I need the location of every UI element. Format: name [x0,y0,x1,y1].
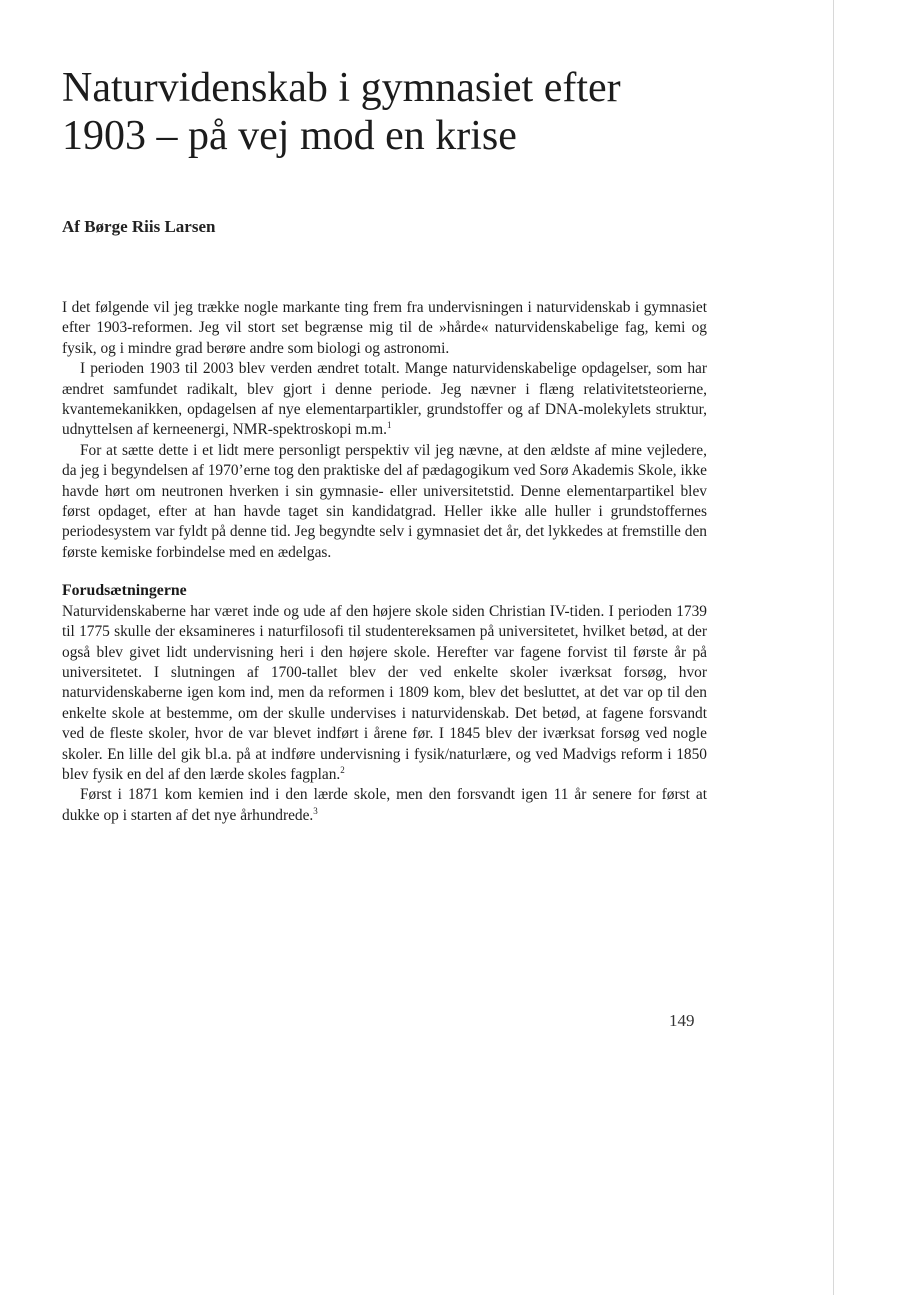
page-number: 149 [669,1011,695,1030]
footnote-ref-1: 1 [387,420,392,431]
author-byline: Af Børge Riis Larsen [62,217,216,236]
section-heading: Forudsætningerne [62,582,187,600]
article-title-line-1: Naturvidenskab i gymnasiet efter [62,65,621,111]
body-paragraph-2: I perioden 1903 til 2003 blev verden ændret totalt. Mange naturvidenskabelige opdagelser, som har ændret samfundet radikalt, blev gjort i denne periode. Jeg nævner i flæng relativitetsteorierne, kvantemekanikken, opdagelsen af nye elementarpartikler, grundstoffer og af DNA-molekylets struktur, udnyttelsen af kerneenergi, NMR-spektroskopi m.m.$^1$ [62,360,707,439]
body-paragraph-1: I det følgende vil jeg trække nogle markante ting frem fra undervisningen i naturvidenskab i gymnasiet efter 1903-reformen. Jeg vil stort set begrænse mig til de »hårde« naturvidenskabelige fag, kemi og fysik, og i mindre grad berøre andre som biologi og astronomi. [62,299,707,357]
footnote-ref-3: 3 [313,805,318,816]
article-title [62,64,782,160]
page-edge-line [833,0,834,1295]
section-paragraph-1: Naturvidenskaberne har været inde og ude af den højere skole siden Christian IV-tiden. I perioden 1739 til 1775 skulle der eksamineres i naturfilosofi til studentereksamen på universitetet, hvilket betød, at der også blev givet lidt undervisning heri i den højere skole. Herefter var fagene forvist til første år på universitetet. I slutningen af 1700-tallet blev der ved enkelte skoler iværksat forsøg, hvor naturvidenskaberne igen kom ind, men da reformen i 1809 kom, blev det besluttet, at det var op til den enkelte skole at bestemme, om der skulle undervises i naturvidenskab. Det betød, at fagene forsvandt ved de fleste skoler, hvor de var blevet indført i årene før. I 1845 blev der iværksat forsøg ved nogle skoler. En lille del gik bl.a. på at indføre undervisning i fysik/naturlære, og ved Madvigs reform i 1850 blev fysik en del af den lærde skoles fagplan.$^2$ [62,602,707,783]
article-body [62,298,707,826]
footnote-ref-2: 2 [340,764,345,775]
article-title-line-2: 1903 – på vej mod en krise [62,113,517,159]
section-paragraph-2: Først i 1871 kom kemien ind i den lærde skole, men den forsvandt igen 11 år senere for først at dukke op i starten af det nye århundrede.$^3$ [62,786,707,824]
body-paragraph-3: For at sætte dette i et lidt mere personligt perspektiv vil jeg nævne, at den ældste af mine vejledere, da jeg i begyndelsen af 1970’erne tog den praktiske del af pædagogikum ved Sorø Akademis Skole, ikke havde hørt om neutronen hverken i sin gymnasie- eller universitetstid. Denne elementarpartikel blev først opdaget, efter at han havde taget sin kandidatgrad. Heller ikke alle huller i grundstoffernes periodesystem var fyldt på denne tid. Jeg begyndte selv i gymnasiet det år, det lykkedes at fremstille den første kemiske forbindelse med en ædelgas. [62,441,707,561]
